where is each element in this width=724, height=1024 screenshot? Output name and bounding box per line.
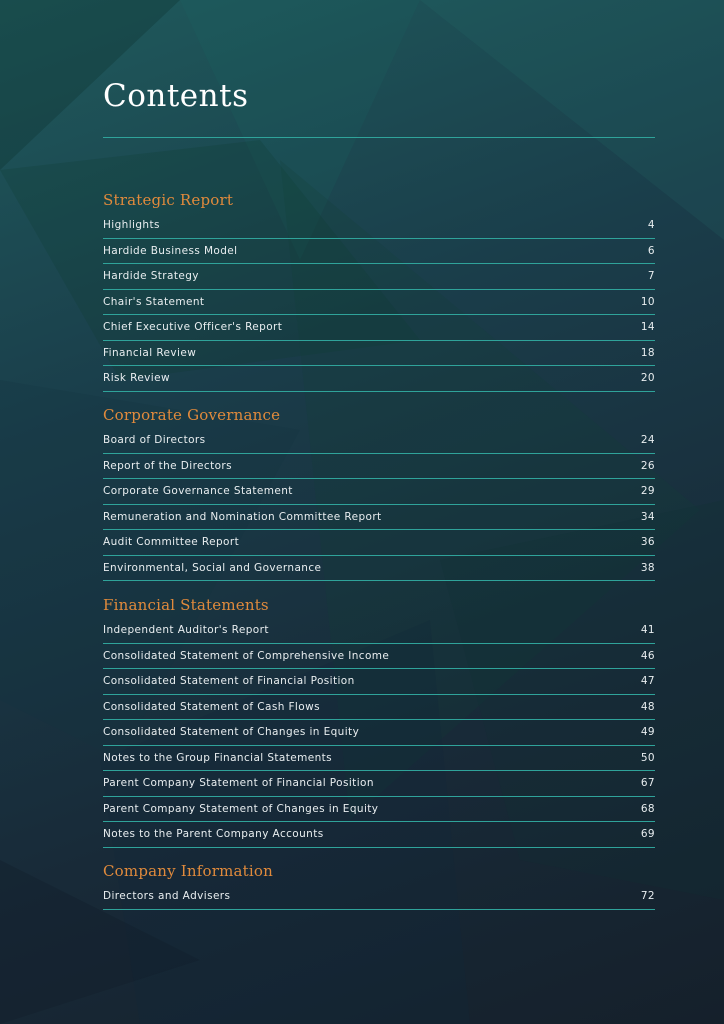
- section-heading: Company Information: [103, 862, 274, 880]
- toc-item-page: 48: [640, 700, 655, 713]
- toc-item-label: Chief Executive Officer's Report: [103, 321, 283, 334]
- toc-item[interactable]: [103, 530, 655, 556]
- toc-item-page: 7: [647, 270, 655, 283]
- section-heading: Strategic Report: [103, 191, 234, 209]
- toc-item[interactable]: [103, 341, 655, 367]
- toc-item-page: 20: [640, 372, 655, 385]
- toc-item[interactable]: [103, 771, 655, 797]
- toc-item-page: 67: [640, 777, 655, 790]
- toc-item-label: Consolidated Statement of Financial Position: [103, 675, 355, 688]
- toc-item-label: Independent Auditor's Report: [103, 624, 269, 637]
- toc-item-label: Parent Company Statement of Financial Position: [103, 777, 374, 790]
- toc-item[interactable]: [103, 264, 655, 290]
- toc-item-label: Highlights: [103, 219, 160, 232]
- toc-item[interactable]: [103, 315, 655, 341]
- section-strategic-report: [103, 187, 655, 392]
- toc-item-page: 49: [640, 726, 655, 739]
- toc-item-page: 4: [647, 219, 655, 232]
- toc-item-page: 14: [640, 321, 655, 334]
- toc-item[interactable]: [103, 695, 655, 721]
- toc-item-label: Corporate Governance Statement: [103, 485, 293, 498]
- toc-item[interactable]: [103, 454, 655, 480]
- toc-item-page: 50: [640, 751, 655, 764]
- toc-item[interactable]: [103, 746, 655, 772]
- title-divider: [103, 137, 655, 138]
- toc-item-page: 38: [640, 561, 655, 574]
- toc-item-page: 34: [640, 510, 655, 523]
- toc-item[interactable]: [103, 239, 655, 265]
- toc-item-label: Hardide Business Model: [103, 244, 238, 257]
- toc-item-label: Remuneration and Nomination Committee Report: [103, 510, 382, 523]
- toc-item-page: 41: [640, 624, 655, 637]
- toc-item-label: Board of Directors: [103, 434, 206, 447]
- toc-item-page: 29: [640, 485, 655, 498]
- toc-item-page: 24: [640, 434, 655, 447]
- toc-item[interactable]: [103, 720, 655, 746]
- toc-item-label: Hardide Strategy: [103, 270, 199, 283]
- toc-item-page: 10: [640, 295, 655, 308]
- toc-item[interactable]: [103, 428, 655, 454]
- toc-item-page: 46: [640, 649, 655, 662]
- section-company-information: [103, 858, 655, 910]
- toc-item-page: 69: [640, 828, 655, 841]
- toc-item[interactable]: [103, 479, 655, 505]
- toc-item-page: 26: [640, 459, 655, 472]
- toc-item[interactable]: [103, 797, 655, 823]
- toc-item[interactable]: [103, 618, 655, 644]
- toc-item-label: Risk Review: [103, 372, 170, 385]
- toc-item-page: 68: [640, 802, 655, 815]
- toc-item[interactable]: [103, 213, 655, 239]
- toc-item-label: Chair's Statement: [103, 295, 205, 308]
- toc-item-label: Notes to the Parent Company Accounts: [103, 828, 324, 841]
- toc-item[interactable]: [103, 366, 655, 392]
- toc-item-page: 18: [640, 346, 655, 359]
- page-title: Contents: [103, 78, 249, 114]
- toc-item-label: Directors and Advisers: [103, 890, 231, 903]
- section-heading: Corporate Governance: [103, 406, 281, 424]
- toc-item[interactable]: [103, 884, 655, 910]
- toc-item[interactable]: [103, 644, 655, 670]
- section-financial-statements: [103, 592, 655, 848]
- section-heading: Financial Statements: [103, 596, 269, 614]
- toc-item-page: 6: [647, 244, 655, 257]
- toc-item-label: Consolidated Statement of Changes in Equity: [103, 726, 360, 739]
- toc-item-label: Consolidated Statement of Cash Flows: [103, 700, 320, 713]
- toc-item-label: Financial Review: [103, 346, 197, 359]
- toc-item[interactable]: [103, 822, 655, 848]
- toc-item-label: Environmental, Social and Governance: [103, 561, 322, 574]
- toc-item-label: Notes to the Group Financial Statements: [103, 751, 333, 764]
- toc-item[interactable]: [103, 556, 655, 582]
- toc-item-label: Parent Company Statement of Changes in Equity: [103, 802, 379, 815]
- toc-item[interactable]: [103, 290, 655, 316]
- toc-item-page: 47: [640, 675, 655, 688]
- section-corporate-governance: [103, 402, 655, 581]
- toc-item[interactable]: [103, 505, 655, 531]
- toc-item[interactable]: [103, 669, 655, 695]
- toc-item-page: 72: [640, 890, 655, 903]
- toc-item-label: Audit Committee Report: [103, 536, 240, 549]
- toc-item-page: 36: [640, 536, 655, 549]
- toc-item-label: Consolidated Statement of Comprehensive Income: [103, 649, 390, 662]
- toc-item-label: Report of the Directors: [103, 459, 233, 472]
